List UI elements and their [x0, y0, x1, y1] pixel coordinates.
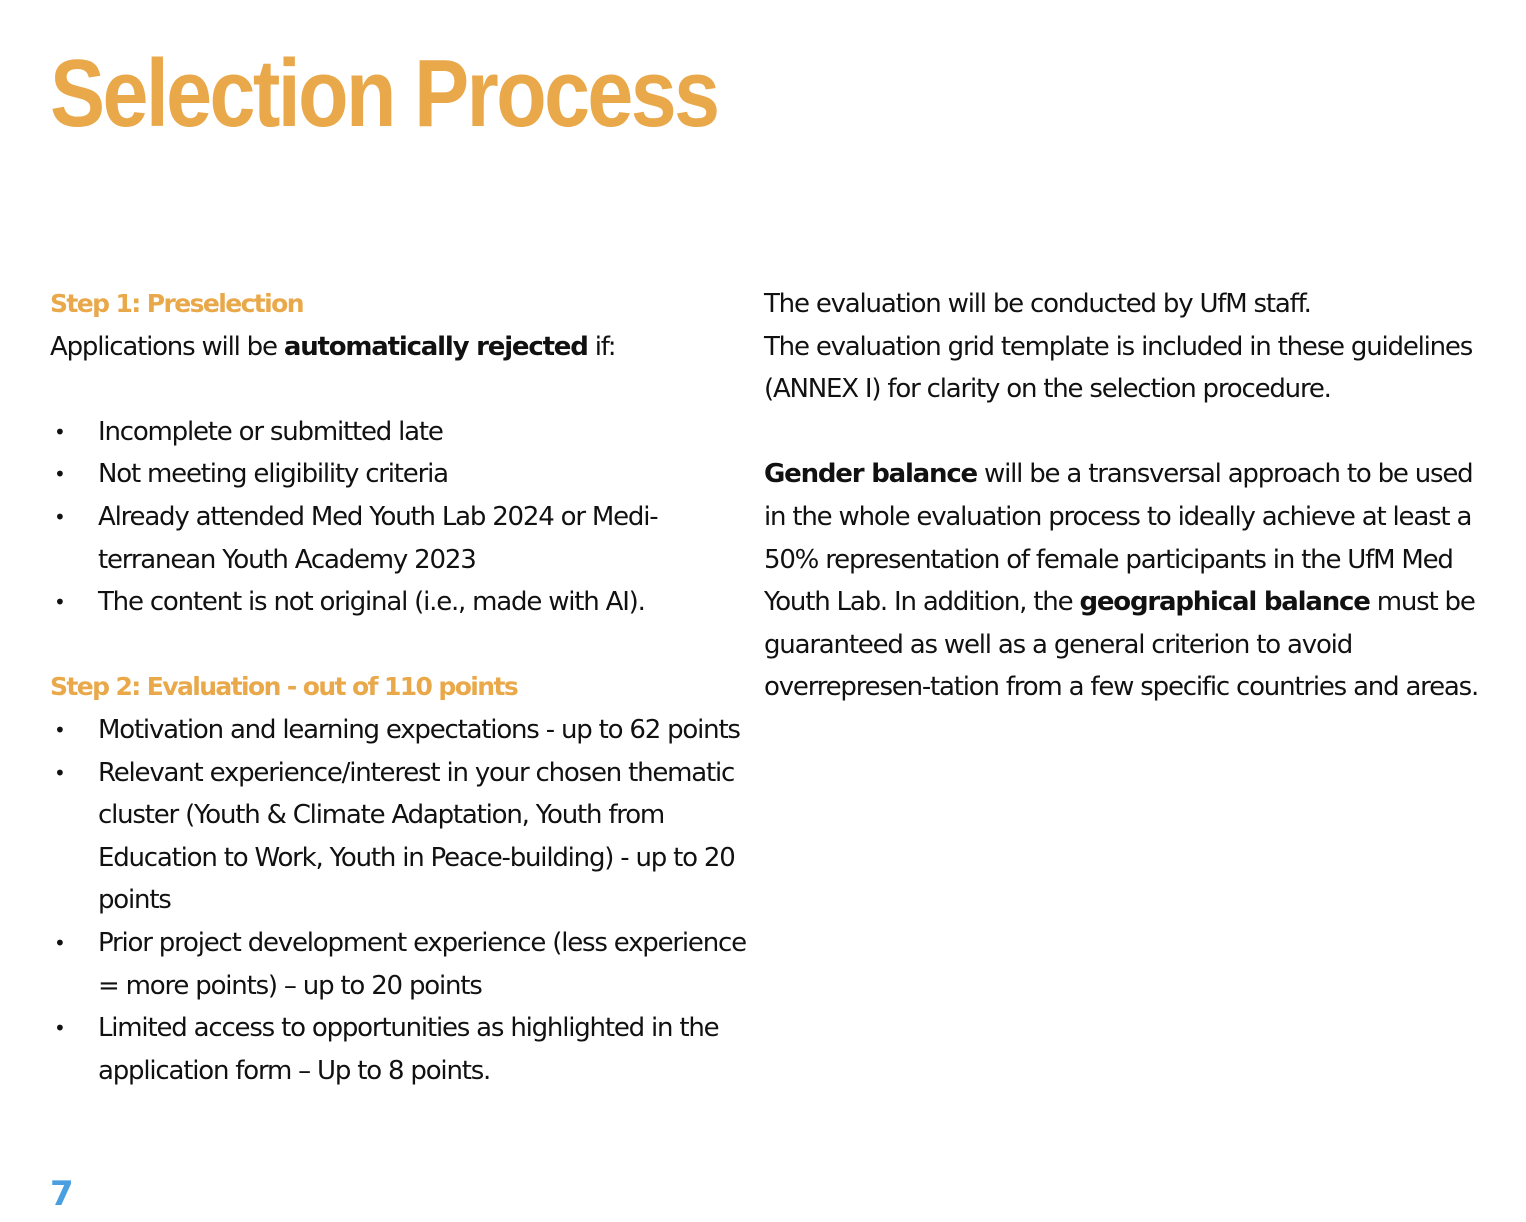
- list-item-text: Prior project development experience (less experience = more points) – up to 20 points: [98, 927, 746, 1001]
- bullet-icon: •: [54, 504, 65, 529]
- spacer: [764, 411, 1484, 454]
- list-item: [50, 411, 750, 454]
- bullet-icon: •: [54, 419, 65, 444]
- list-item-text: Motivation and learning expectations - up to 62 points: [98, 714, 740, 745]
- gender-balance-bold: Gender balance: [764, 459, 977, 490]
- spacer: [50, 368, 750, 411]
- step2-heading: Step 2: Evaluation - out of 110 points: [50, 672, 518, 702]
- bullet-icon: •: [54, 1016, 65, 1041]
- step1-rejection-list: [50, 411, 750, 624]
- geographical-balance-bold: geographical balance: [1079, 587, 1370, 618]
- right-column: [764, 283, 1484, 709]
- bullet-icon: •: [54, 760, 65, 785]
- left-column: [50, 283, 750, 1092]
- step1-heading: Step 1: Preselection: [50, 289, 303, 318]
- list-item: [50, 496, 750, 581]
- list-item-text: The content is not original (i.e., made with AI).: [98, 587, 645, 618]
- list-item-text: Limited access to opportunities as highlighted in the application form – Up to 8 points.: [98, 1013, 719, 1086]
- step2-criteria-list: [50, 709, 750, 1092]
- step1-intro-bold: automatically rejected: [283, 331, 588, 362]
- list-item: [50, 581, 750, 624]
- balance-text-2: must be guaranteed as well as a general criterion to avoid overrepresen-tation from a few specific countries and areas.: [764, 587, 1479, 703]
- list-item-text: Incomplete or submitted late: [98, 416, 443, 447]
- list-item: [50, 709, 750, 752]
- bullet-icon: •: [54, 462, 65, 487]
- evaluation-grid-text: The evaluation grid template is included in these guidelines (ANNEX I) for clarity on the selection procedure.: [764, 331, 1473, 405]
- bullet-icon: •: [54, 930, 65, 955]
- list-item: [50, 1007, 750, 1092]
- step1-intro-suffix: if:: [587, 331, 616, 362]
- evaluation-staff-text: The evaluation will be conducted by UfM staff.: [764, 289, 1311, 319]
- step1-intro: [50, 326, 750, 369]
- list-item-text: Relevant experience/interest in your chosen thematic cluster (Youth & Climate Adaptation, Youth from Education to Work, Youth in Peace-building) - up to 20 points: [98, 757, 735, 916]
- bullet-icon: •: [54, 717, 65, 742]
- list-item-text: Already attended Med Youth Lab 2024 or Medi-terranean Youth Academy 2023: [98, 501, 658, 575]
- spacer: [50, 624, 750, 667]
- list-item: [50, 453, 750, 496]
- bullet-icon: •: [54, 590, 65, 615]
- list-item: [50, 922, 750, 1007]
- list-item-text: Not meeting eligibility criteria: [98, 459, 448, 490]
- balance-paragraph: [764, 453, 1484, 709]
- step1-intro-prefix: Applications will be: [50, 331, 284, 362]
- balance-text-1: will be a transversal approach to be used in the whole evaluation process to ideally achieve at least a 50% representation of female participants in the UfM Med Youth Lab. In addition, the: [764, 459, 1473, 618]
- list-item: [50, 752, 750, 922]
- page-number: 7: [50, 1174, 74, 1214]
- page-title: Selection Process: [50, 40, 718, 147]
